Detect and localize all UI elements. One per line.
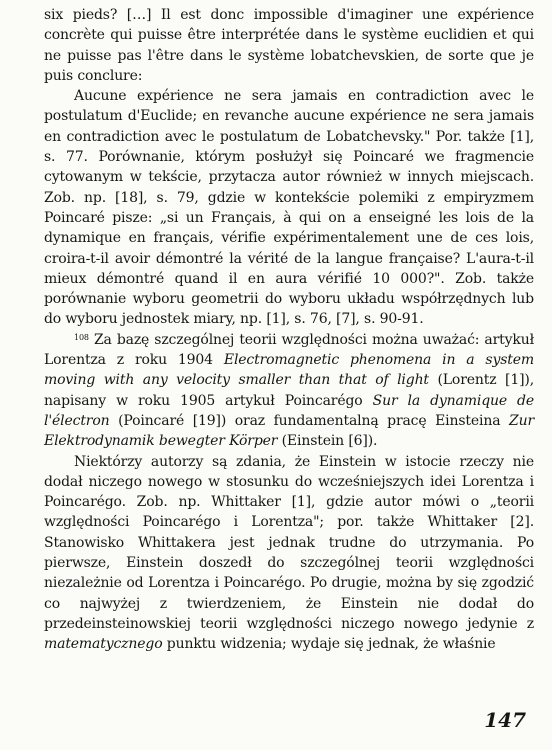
lorentz-title: Electromagnetic phenomena in a system moving with any velocity smaller than that of light <box>44 352 534 389</box>
fn108-text-b: (Lorentz [1]), napisany w roku 1905 artykuł Poincarégo <box>44 372 535 409</box>
quote-continuation: six pieds? […] Il est donc impossible d'imaginer une expérience concrète qui puisse être interprétée dans le système euclidien et qui ne puisse pas l'être dans le système lobatchevskien, de sorte que je puis conclure: <box>44 7 534 84</box>
fn108-text-d: (Einstein [6]). <box>277 433 378 450</box>
body-text <box>22 5 534 655</box>
emphasis-matematycznego: matematycznego <box>44 636 163 653</box>
fn108-text-a: Za bazę szczególnej teorii względności można uważać: artykuł Lorentza z roku 1904 <box>44 331 534 369</box>
fn108-text-c: (Poincaré [19]) oraz fundamentalną pracę Einsteina <box>109 412 509 429</box>
footnote-108 <box>22 330 534 452</box>
poincare-title: Sur la dynamique de l'électron <box>44 392 535 429</box>
paragraph-text-a: Niektórzy autorzy są zdania, że Einstein w istocie rzeczy nie dodał niczego nowego w stosunku do wcześniejszych idei Lorentza i Poincarégo. Zob. np. Whittaker [1], gdzie autor mówi o „teorii względności Poincarégo i Lorentza"; por. także Whittaker [2]. Stanowisko Whittakera jest jednak trudne do utrzymania. Po pierwsze, Einstein doszedł do szczególnej teorii względności niezależnie od Lorentza i Poincarégo. Po drugie, można by się zgodzić co najwyżej z twierdzeniem, że Einstein nie dodał do przedeinsteinowskiej teorii względności niczego nowego jedynie z <box>44 453 534 632</box>
einstein-title: Zur Elektrodynamik bewegter Körper <box>44 412 534 450</box>
footnote-number: 108 <box>74 332 89 342</box>
footnote-paragraph <box>22 452 534 655</box>
page-number: 147 <box>484 708 526 732</box>
footnote-107-continuation: Aucune expérience ne sera jamais en contradiction avec le postulatum d'Euclide; en revanche aucune expérience ne sera jamais en contradiction avec le postulatum de Lobatchevsky." Por. także [1], s. 77. Porównanie, którym posłużył się Poincaré we fragmencie cytowanym w tekście, przytacza autor również w innych miejscach. Zob. np. [18], s. 79, gdzie w kontekście polemiki z empiryzmem Poincaré pisze: „si un Français, à qui on a enseigné les lois de la dynamique en français, vérifie expérimentalement une de ces lois, croira-t-il avoir démontré la vérité de la langue française? L'aura-t-il mieux démontré quand il en aura vérifié 10 000?". Zob. także porównanie wyboru geometrii do wyboru układu współrzędnych lub do wyboru jednostek miary, np. [1], s. 76, [7], s. 90-91. <box>44 88 534 328</box>
paragraph-text-b: punktu widzenia; wydaje się jednak, że właśnie <box>162 636 496 653</box>
